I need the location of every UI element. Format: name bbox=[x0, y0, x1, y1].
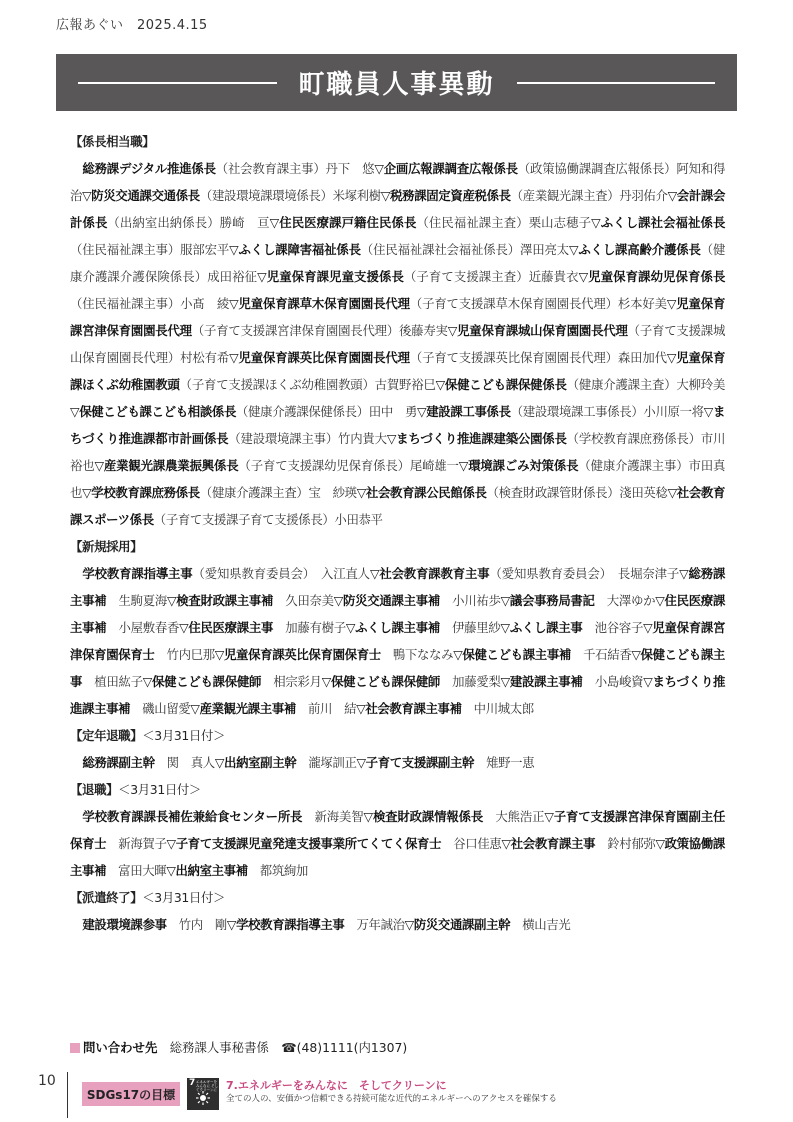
person-detail: （建設環境課工事係長）小川原一将 bbox=[510, 404, 704, 419]
section-heading bbox=[70, 884, 725, 911]
contact-dept: 総務課人事秘書係 bbox=[169, 1040, 269, 1055]
person-detail: 加藤愛梨 bbox=[440, 674, 501, 689]
section-entries: 総務課デジタル推進係長（社会教育課主事）丹下 悠▽企画広報課調査広報係長（政策協働課調査広報係長）阿知和得治▽防災交通課交通係長（建設環境課環境係長）米塚利樹▽税務課固定資産税係長（産業観光課主査）丹羽佑介▽会計課会計係長（出納室出納係長）勝崎 亘▽住民医療課戸籍住民係長（住民福祉課主査）栗山志穂子▽ふくし課社会福祉係長（住民福祉課主事）服部宏平▽ふくし課障害福祉係長（住民福祉課社会福祉係長）澤田亮太▽ふくし課高齢介護係長（健康介護課介護保険係長）成田裕征▽児童保育課児童支援係長（子育て支援課主査）近藤貴衣▽児童保育課幼児保育係長（住民福祉課主事）小髙 綾▽児童保育課草木保育園園長代理（子育て支援課草木保育園園長代理）杉本好美▽児童保育課宮津保育園園長代理（子育て支援課宮津保育園園長代理）後藤寿実▽児童保育課城山保育園園長代理（子育て支援課城山保育園園長代理）村松有希▽児童保育課英比保育園園長代理（子育て支援課英比保育園園長代理）森田加代▽児童保育課ほくぶ幼稚園教頭（子育て支援課ほくぶ幼稚園教頭）古賀野裕巳▽保健こども課保健係長（健康介護課主査）大柳玲美▽保健こども課こども相談係長（健康介護課保健係長）田中 勇▽建設課工事係長（建設環境課工事係長）小川原一将▽まちづくり推進課都市計画係長（建設環境課主事）竹内貴大▽まちづくり推進課建築公園係長（学校教育課庶務係長）市川裕也▽産業観光課農業振興係長（子育て支援課幼児保育係長）尾崎雄一▽環境課ごみ対策係長（健康介護課主事）市田真也▽学校教育課庶務係長（健康介護課主査）宝 紗瑛▽社会教育課公民館係長（検査財政課管財係長）淺田英稔▽社会教育課スポーツ係長（子育て支援課子育て支援係長）小田恭平 bbox=[70, 161, 726, 527]
person-detail: （学校教育課庶務係長）市川裕也 bbox=[70, 431, 725, 473]
person-detail: 加藤有樹子 bbox=[273, 620, 346, 635]
section-date: ＜3月31日付＞ bbox=[142, 890, 226, 905]
section-heading bbox=[70, 776, 725, 803]
title-rule-right bbox=[517, 82, 716, 84]
new-position: ふくし課主事 bbox=[509, 620, 583, 635]
new-position: 住民医療課戸籍住民係長 bbox=[279, 215, 417, 230]
new-position: 建設課主事補 bbox=[509, 674, 583, 689]
contact-phone: ☎(48)1111(内1307) bbox=[281, 1040, 408, 1055]
page-number: 10 bbox=[38, 1073, 56, 1089]
person-detail: 竹内巳那 bbox=[154, 647, 215, 662]
section-heading-text: 【派遣終了】 bbox=[70, 890, 143, 905]
person-detail: （出納室出納係長）勝崎 亘 bbox=[107, 215, 270, 230]
new-position: 児童保育課幼児保育係長 bbox=[588, 269, 725, 284]
person-detail: 関 真人 bbox=[154, 755, 215, 770]
new-position: 子育て支援課副主幹 bbox=[365, 755, 475, 770]
new-position: 企画広報課調査広報係長 bbox=[383, 161, 518, 176]
new-position: 子育て支援課宮津保育園副主任保育士 bbox=[70, 809, 726, 851]
sdgs-icon-number: 7 bbox=[189, 1078, 196, 1088]
new-position: ふくし課社会福祉係長 bbox=[600, 215, 726, 230]
new-position: 児童保育課児童支援係長 bbox=[266, 269, 404, 284]
new-position: 児童保育課宮津保育園保育士 bbox=[70, 620, 726, 662]
person-detail: （子育て支援課草木保育園園長代理）杉本好美 bbox=[409, 296, 667, 311]
new-position: 社会教育課主事補 bbox=[365, 701, 462, 716]
new-position: 学校教育課庶務係長 bbox=[91, 485, 200, 500]
person-detail: （健康介護課介護保険係長）成田裕征 bbox=[70, 242, 726, 284]
person-detail: （子育て支援課英比保育園園長代理）森田加代 bbox=[409, 350, 667, 365]
new-position: 保健こども課保健師 bbox=[330, 674, 441, 689]
person-detail: 植田紘子 bbox=[82, 674, 143, 689]
person-detail: （愛知県教育委員会） 長堀奈津子 bbox=[489, 566, 680, 581]
person-detail: （産業観光課主査）丹羽佑介 bbox=[510, 188, 668, 203]
person-detail: 千石結香 bbox=[571, 647, 632, 662]
contact-line bbox=[70, 1036, 407, 1060]
section-heading bbox=[70, 533, 725, 560]
new-position: 児童保育課城山保育園園長代理 bbox=[457, 323, 628, 338]
new-position: 子育て支援課児童発達支援事業所てくてく保育士 bbox=[175, 836, 442, 851]
person-detail: 相宗彩月 bbox=[261, 674, 322, 689]
new-position: 児童保育課宮津保育園園長代理 bbox=[70, 296, 726, 338]
person-detail: （子育て支援課ほくぶ幼稚園教頭）古賀野裕巳 bbox=[179, 377, 436, 392]
person-detail: 鈴村郁弥 bbox=[595, 836, 656, 851]
person-detail: 大澤ゆか bbox=[594, 593, 656, 608]
section-heading bbox=[70, 722, 725, 749]
person-detail: 竹内 剛 bbox=[166, 917, 227, 932]
new-position: 検査財政課主事補 bbox=[176, 593, 274, 608]
section-heading-text: 【新規採用】 bbox=[70, 539, 143, 554]
new-position: 児童保育課英比保育園園長代理 bbox=[238, 350, 410, 365]
person-detail: 鴨下ななみ bbox=[380, 647, 454, 662]
person-detail: （子育て支援課子育て支援係長）小田恭平 bbox=[153, 512, 383, 527]
new-position: 児童保育課草木保育園園長代理 bbox=[238, 296, 410, 311]
new-position: 保健こども課主事補 bbox=[462, 647, 572, 662]
new-position: ふくし課障害福祉係長 bbox=[238, 242, 361, 257]
person-detail: 新海美智 bbox=[302, 809, 364, 824]
person-detail: （健康介護課主査）宝 紗瑛 bbox=[199, 485, 357, 500]
person-detail: （建設環境課環境係長）米塚利樹 bbox=[199, 188, 381, 203]
person-detail: （建設環境課主事）竹内貴大 bbox=[228, 431, 387, 446]
new-position: 住民医療課主事補 bbox=[70, 593, 726, 635]
page-title: 町職員人事異動 bbox=[298, 70, 495, 100]
new-position: 児童保育課ほくぶ幼稚園教頭 bbox=[70, 350, 726, 392]
issue-date-header: 広報あぐい 2025.4.15 bbox=[56, 18, 208, 33]
new-position: 社会教育課主事 bbox=[510, 836, 596, 851]
section-entries: 学校教育課課長補佐兼給食センター所長 新海美智▽検査財政課情報係長 大熊浩正▽子育て支援課宮津保育園副主任保育士 新海賀子▽子育て支援課児童発達支援事業所てくてく保育士 谷口佳恵▽社会教育課主事 鈴村郁弥▽政策協働課主事補 富田大暉▽出納室主事補 都筑絢加 bbox=[70, 809, 726, 878]
sun-icon bbox=[196, 1091, 210, 1105]
person-detail: 富田大暉 bbox=[106, 863, 167, 878]
person-detail: （子育て支援課主査）近藤貴衣 bbox=[403, 269, 579, 284]
person-detail: 大熊浩正 bbox=[483, 809, 545, 824]
new-position: 総務課デジタル推進係長 bbox=[82, 161, 216, 176]
new-position: 建設環境課参事 bbox=[82, 917, 167, 932]
person-detail: （検査財政課管財係長）淺田英稔 bbox=[486, 485, 668, 500]
personnel-list bbox=[70, 128, 725, 938]
new-position: 社会教育課教育主事 bbox=[379, 566, 490, 581]
person-detail: 谷口佳恵 bbox=[441, 836, 502, 851]
person-detail: 瀧塚訓正 bbox=[296, 755, 357, 770]
section-heading-text: 【退職】 bbox=[70, 782, 119, 797]
person-detail: （子育て支援課宮津保育園園長代理）後藤寿実 bbox=[191, 323, 448, 338]
person-detail: 雉野一恵 bbox=[474, 755, 535, 770]
new-position: 保健こども課主事 bbox=[70, 647, 725, 689]
new-position: 防災交通課主事補 bbox=[343, 593, 440, 608]
new-position: 建設課工事係長 bbox=[426, 404, 511, 419]
new-position: 保健こども課こども相談係長 bbox=[79, 404, 237, 419]
person-detail: 横山吉光 bbox=[510, 917, 571, 932]
new-position: 総務課主事補 bbox=[70, 566, 726, 608]
title-rule-left bbox=[78, 82, 277, 84]
new-position: 学校教育課課長補佐兼給食センター所長 bbox=[82, 809, 303, 824]
person-detail: （社会教育課主事）丹下 悠 bbox=[215, 161, 375, 176]
section-entries: 建設環境課参事 竹内 剛▽学校教育課指導主事 万年誠治▽防災交通課副主幹 横山吉光 bbox=[82, 917, 571, 932]
new-position: 検査財政課情報係長 bbox=[372, 809, 484, 824]
new-position: 学校教育課指導主事 bbox=[236, 917, 345, 932]
person-detail: （子育て支援課城山保育園園長代理）村松有希 bbox=[70, 323, 726, 365]
sdgs-icon-text: エネルギーをみんなに そしてクリーンに bbox=[196, 1080, 219, 1092]
new-position: まちづくり推進課建築公園係長 bbox=[396, 431, 567, 446]
person-detail: （愛知県教育委員会） 入江直人 bbox=[192, 566, 370, 581]
person-detail: 久田奈美 bbox=[273, 593, 334, 608]
sdgs-goal-title: 7.エネルギーをみんなに そしてクリーンに bbox=[226, 1079, 447, 1092]
person-detail: 新海賀子 bbox=[106, 836, 167, 851]
person-detail: 池谷容子 bbox=[582, 620, 644, 635]
new-position: 学校教育課指導主事 bbox=[82, 566, 193, 581]
person-detail: 前川 結 bbox=[295, 701, 357, 716]
new-position: まちづくり推進課主事補 bbox=[70, 674, 726, 716]
new-position: 社会教育課公民館係長 bbox=[365, 485, 487, 500]
new-position: 出納室主事補 bbox=[175, 863, 248, 878]
person-detail: 中川城太郎 bbox=[461, 701, 534, 716]
new-position: 住民医療課主事 bbox=[188, 620, 274, 635]
section-heading bbox=[70, 128, 725, 155]
new-position: 出納室副主幹 bbox=[224, 755, 297, 770]
new-position: 議会事務局書記 bbox=[509, 593, 595, 608]
section-heading-text: 【定年退職】 bbox=[70, 728, 143, 743]
new-position: 産業観光課農業振興係長 bbox=[103, 458, 239, 473]
person-detail: 伊藤里紗 bbox=[439, 620, 501, 635]
new-position: ふくし課主事補 bbox=[355, 620, 440, 635]
person-detail: 小川祐歩 bbox=[439, 593, 501, 608]
new-position: 総務課副主幹 bbox=[82, 755, 155, 770]
person-detail: （住民福祉課主事）服部宏平 bbox=[70, 242, 230, 257]
section-entries: 学校教育課指導主事（愛知県教育委員会） 入江直人▽社会教育課教育主事（愛知県教育委員会） 長堀奈津子▽総務課主事補 生駒夏海▽検査財政課主事補 久田奈美▽防災交通課主事補 小川祐歩▽議会事務局書記 大澤ゆか▽住民医療課主事補 小屋敷春香▽住民医療課主事 加藤有樹子▽ふくし課主事補 伊藤里紗▽ふくし課主事 池谷容子▽児童保育課宮津保育園保育士 竹内巳那▽児童保育課英比保育園保育士 鴨下ななみ▽保健こども課主事補 千石結香▽保健こども課主事 植田紘子▽保健こども課保健師 相宗彩月▽保健こども課保健師 加藤愛梨▽建設課主事補 小島峻資▽まちづくり推進課主事補 磯山留愛▽産業観光課主事補 前川 結▽社会教育課主事補 中川城太郎 bbox=[70, 566, 726, 716]
person-detail: 万年誠治 bbox=[344, 917, 405, 932]
new-position: 産業観光課主事補 bbox=[199, 701, 296, 716]
person-detail: 小島峻資 bbox=[582, 674, 644, 689]
contact-label: 問い合わせ先 bbox=[83, 1040, 158, 1055]
section-date: ＜3月31日付＞ bbox=[118, 782, 201, 797]
new-position: 政策協働課主事補 bbox=[70, 836, 725, 878]
person-detail: 小屋敷春香 bbox=[106, 620, 180, 635]
person-detail: 生駒夏海 bbox=[106, 593, 167, 608]
section-date: ＜3月31日付＞ bbox=[142, 728, 226, 743]
new-position: 会計課会計係長 bbox=[70, 188, 726, 230]
person-detail: （住民福祉課社会福祉係長）澤田亮太 bbox=[360, 242, 569, 257]
sdgs-label: SDGs17の目標 bbox=[82, 1082, 180, 1106]
new-position: 保健こども課保健師 bbox=[152, 674, 262, 689]
new-position: 環境課ごみ対策係長 bbox=[468, 458, 579, 473]
person-detail: （政策協働課調査広報係長）阿知和得治 bbox=[70, 161, 726, 203]
new-position: 児童保育課英比保育園保育士 bbox=[223, 647, 381, 662]
person-detail: （健康介護課主事）市田真也 bbox=[70, 458, 726, 500]
pink-square-icon bbox=[70, 1043, 80, 1053]
person-detail: 磯山留愛 bbox=[130, 701, 191, 716]
new-position: 防災交通課副主幹 bbox=[413, 917, 511, 932]
footer-divider bbox=[67, 1072, 68, 1118]
section-entries: 総務課副主幹 関 真人▽出納室副主幹 瀧塚訓正▽子育て支援課副主幹 雉野一恵 bbox=[82, 755, 535, 770]
new-position: 保健こども課保健係長 bbox=[444, 377, 567, 392]
person-detail: （住民福祉課主査）栗山志穂子 bbox=[416, 215, 592, 230]
person-detail: （健康介護課主査）大柳玲美 bbox=[566, 377, 726, 392]
new-position: 税務課固定資産税係長 bbox=[390, 188, 511, 203]
new-position: ふくし課高齢介護係長 bbox=[578, 242, 701, 257]
person-detail: 都筑絢加 bbox=[247, 863, 308, 878]
sdgs-goal-7-icon bbox=[187, 1078, 219, 1110]
title-banner bbox=[56, 54, 737, 111]
person-detail: （健康介護課保健係長）田中 勇 bbox=[236, 404, 418, 419]
section-heading-text: 【係長相当職】 bbox=[70, 134, 155, 149]
new-position: まちづくり推進課都市計画係長 bbox=[70, 404, 725, 446]
person-detail: （住民福祉課主事）小髙 綾 bbox=[70, 296, 230, 311]
new-position: 社会教育課スポーツ係長 bbox=[70, 485, 726, 527]
sdgs-goal-subtitle: 全ての人の、安価かつ信頼できる持続可能な近代的エネルギーへのアクセスを確保する bbox=[226, 1094, 557, 1104]
person-detail: （子育て支援課幼児保育係長）尾崎雄一 bbox=[238, 458, 459, 473]
new-position: 防災交通課交通係長 bbox=[91, 188, 200, 203]
